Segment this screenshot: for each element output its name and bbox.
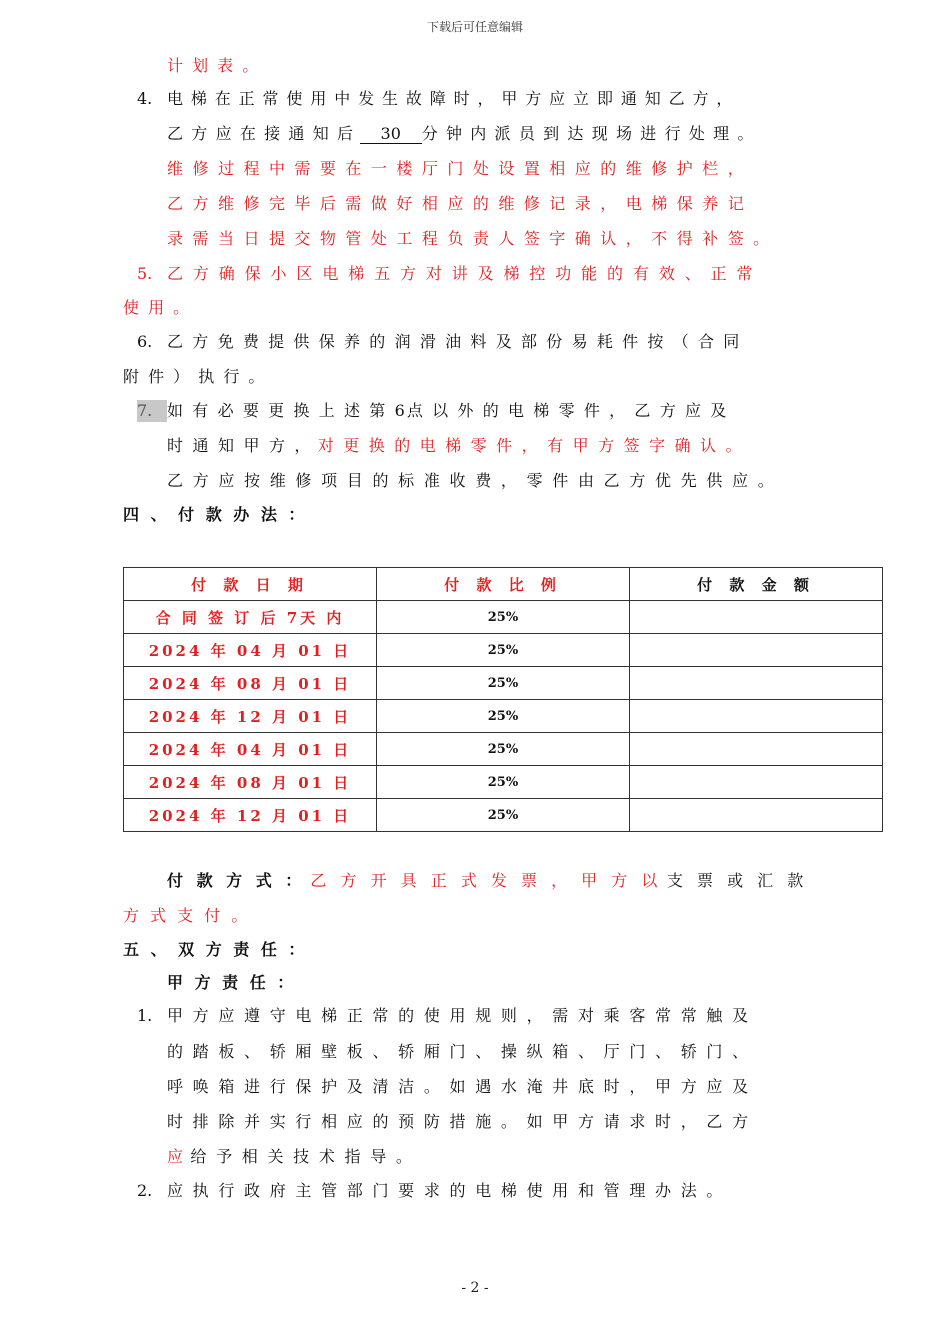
text-line: 附 件 ） 执 行 。 bbox=[123, 367, 267, 386]
cell-date: 2024 年 12 月 01 日 bbox=[124, 799, 377, 832]
page-header: 下载后可任意编辑 bbox=[426, 20, 523, 34]
item-text: 电 梯 在 正 常 使 用 中 发 生 故 障 时 ， 甲 方 应 立 即 通 知 乙 方 ， bbox=[167, 89, 734, 108]
page-number: - 2 - bbox=[461, 1280, 489, 1296]
text-line: 方 式 支 付 。 bbox=[123, 906, 251, 925]
item-number: 2. bbox=[137, 1181, 153, 1200]
table-header-row bbox=[124, 568, 883, 601]
table-row bbox=[124, 700, 883, 733]
cell-ratio: 25% bbox=[377, 667, 630, 700]
cell-amount bbox=[630, 700, 883, 733]
cell-date: 2024 年 08 月 01 日 bbox=[124, 766, 377, 799]
item-number: 1. bbox=[137, 1006, 153, 1025]
text-segment-red: 应 bbox=[167, 1147, 186, 1166]
cell-amount bbox=[630, 634, 883, 667]
text-line bbox=[167, 123, 755, 145]
text-line bbox=[167, 435, 744, 457]
cell-ratio: 25% bbox=[377, 733, 630, 766]
list-item-7 bbox=[137, 400, 728, 422]
table-row bbox=[124, 766, 883, 799]
list-item-4 bbox=[137, 88, 857, 110]
text-segment: 给 予 相 关 技 术 指 导 。 bbox=[190, 1147, 415, 1166]
text-line: 时 排 除 并 实 行 相 应 的 预 防 措 施 。 如 甲 方 请 求 时 ， 乙 方 bbox=[167, 1112, 751, 1131]
list-item-2 bbox=[137, 1180, 725, 1202]
cell-ratio: 25% bbox=[377, 601, 630, 634]
cell-amount bbox=[630, 733, 883, 766]
cell-amount bbox=[630, 667, 883, 700]
text-line bbox=[167, 1146, 414, 1168]
item-number-highlighted: 7. bbox=[137, 400, 167, 422]
item-text: 乙 方 确 保 小 区 电 梯 五 方 对 讲 及 梯 控 功 能 的 有 效 、 正 常 bbox=[167, 264, 755, 283]
table-row bbox=[124, 733, 883, 766]
text-line: 乙 方 维 修 完 毕 后 需 做 好 相 应 的 维 修 记 录 ， 电 梯 保 养 记 bbox=[167, 194, 746, 213]
table-row bbox=[124, 601, 883, 634]
text-line: 乙 方 应 按 维 修 项 目 的 标 准 收 费 ， 零 件 由 乙 方 优 先 供 应 。 bbox=[167, 471, 777, 490]
text-line bbox=[167, 870, 808, 892]
column-header-ratio: 付 款 比 例 bbox=[377, 568, 630, 601]
text-segment: 分 钟 内 派 员 到 达 现 场 进 行 处 理 。 bbox=[421, 124, 756, 143]
column-header-amount: 付 款 金 额 bbox=[630, 568, 883, 601]
item-text: 乙 方 免 费 提 供 保 养 的 润 滑 油 料 及 部 份 易 耗 件 按 （ 合 同 bbox=[167, 332, 742, 351]
subsection-heading-party-a: 甲 方 责 任 ： bbox=[167, 973, 297, 992]
section-heading-payment: 四 、 付 款 办 法 ： bbox=[123, 505, 308, 524]
text-segment: 时 通 知 甲 方 ， bbox=[167, 436, 313, 455]
text-line: 使 用 。 bbox=[123, 298, 192, 317]
item-number: 4. bbox=[137, 89, 153, 108]
column-header-date: 付 款 日 期 bbox=[124, 568, 377, 601]
list-item-5 bbox=[137, 263, 755, 285]
text-line: 维 修 过 程 中 需 要 在 一 楼 厅 门 处 设 置 相 应 的 维 修 护 栏 ， bbox=[167, 159, 746, 178]
payment-method-label: 付 款 方 式 ： bbox=[167, 871, 306, 890]
table-row bbox=[124, 634, 883, 667]
item-text: 如 有 必 要 更 换 上 述 第 6点 以 外 的 电 梯 零 件 ， 乙 方 应 及 bbox=[167, 401, 729, 420]
text-segment: 乙 方 应 在 接 通 知 后 bbox=[167, 124, 355, 143]
text-line: 呼 唤 箱 进 行 保 护 及 清 洁 。 如 遇 水 淹 井 底 时 ， 甲 方 应 及 bbox=[167, 1077, 751, 1096]
cell-ratio: 25% bbox=[377, 766, 630, 799]
text-line: 录 需 当 日 提 交 物 管 处 工 程 负 责 人 签 字 确 认 ， 不 得 补 签 。 bbox=[167, 229, 772, 248]
text-segment: 支 票 或 汇 款 bbox=[666, 871, 808, 890]
cell-date: 2024 年 04 月 01 日 bbox=[124, 634, 377, 667]
text-segment-red: 乙 方 开 具 正 式 发 票 ， 甲 方 以 bbox=[310, 871, 662, 890]
cell-date: 2024 年 04 月 01 日 bbox=[124, 733, 377, 766]
text-line: 计 划 表 。 bbox=[167, 56, 261, 75]
cell-ratio: 25% bbox=[377, 700, 630, 733]
cell-ratio: 25% bbox=[377, 634, 630, 667]
cell-ratio: 25% bbox=[377, 799, 630, 832]
cell-date: 2024 年 08 月 01 日 bbox=[124, 667, 377, 700]
item-number: 5. bbox=[137, 264, 153, 283]
list-item-6 bbox=[137, 331, 741, 353]
cell-date: 2024 年 12 月 01 日 bbox=[124, 700, 377, 733]
cell-amount bbox=[630, 601, 883, 634]
text-segment-red: 对 更 换 的 电 梯 零 件 ， 有 甲 方 签 字 确 认 。 bbox=[317, 436, 744, 455]
item-number: 6. bbox=[137, 332, 153, 351]
cell-amount bbox=[630, 799, 883, 832]
cell-date: 合 同 签 订 后 7天 内 bbox=[124, 601, 377, 634]
item-text: 应 执 行 政 府 主 管 部 门 要 求 的 电 梯 使 用 和 管 理 办 法 。 bbox=[167, 1181, 725, 1200]
text-line: 的 踏 板 、 轿 厢 壁 板 、 轿 厢 门 、 操 纵 箱 、 厅 门 、 轿 门 、 bbox=[167, 1042, 751, 1061]
payment-table bbox=[123, 567, 883, 832]
table-row bbox=[124, 799, 883, 832]
cell-amount bbox=[630, 766, 883, 799]
item-text: 甲 方 应 遵 守 电 梯 正 常 的 使 用 规 则 ， 需 对 乘 客 常 常 触 及 bbox=[167, 1006, 751, 1025]
table-row bbox=[124, 667, 883, 700]
list-item-1 bbox=[137, 1005, 750, 1027]
blank-minutes: 30 bbox=[360, 125, 422, 144]
section-heading-responsibilities: 五 、 双 方 责 任 ： bbox=[123, 940, 308, 959]
